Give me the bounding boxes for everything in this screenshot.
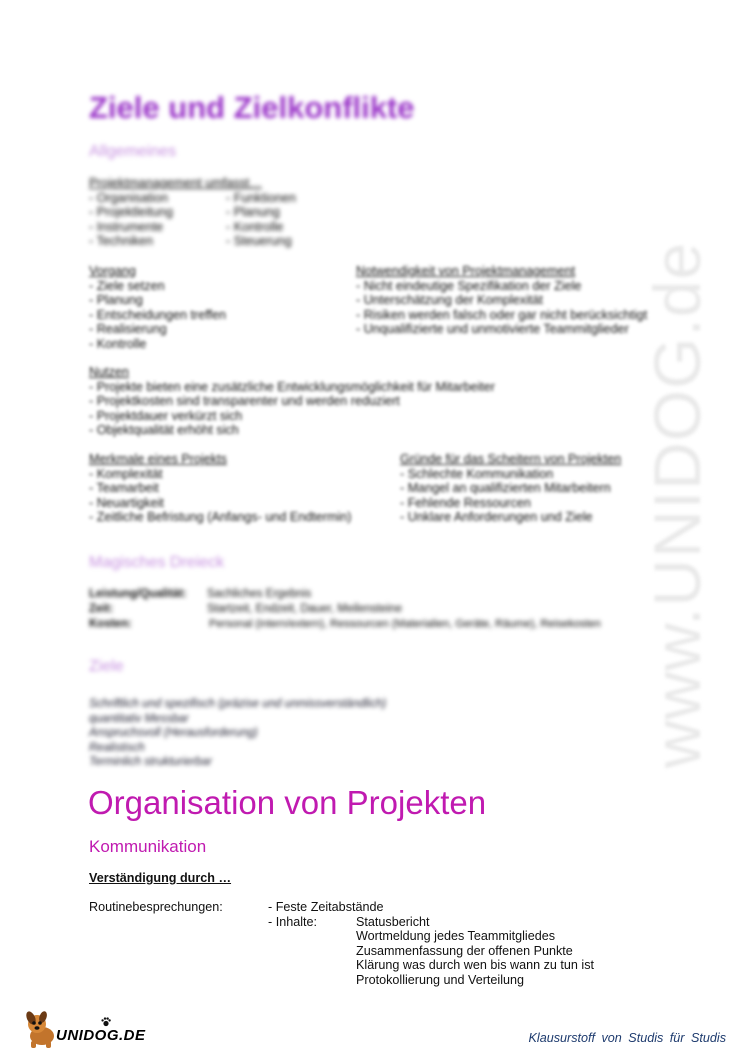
routine-item: - Inhalte: <box>268 914 318 929</box>
ziele-item: quantitativ Messbar <box>89 712 189 725</box>
list-item: - Projektkosten sind transparenter und werden reduziert <box>89 394 400 409</box>
list-item: - Kontrolle <box>89 336 147 351</box>
pm-left-item: - Projektleitung <box>89 205 173 220</box>
list-item: - Fehlende Ressourcen <box>400 495 531 510</box>
pm-right-item: - Steuerung <box>226 234 292 249</box>
pm-left-item: - Techniken <box>89 234 154 249</box>
nutzen-heading: Nutzen <box>89 365 129 379</box>
pm-left-item: - Organisation <box>89 190 169 205</box>
list-item: - Projektdauer verkürzt sich <box>89 408 243 423</box>
pm-right-item: - Kontrolle <box>226 219 284 234</box>
magisches-value: Startzeit, Endzeit, Dauer, Meilensteine <box>207 603 402 615</box>
ziele-item: Terminlich strukturierbar <box>89 756 212 769</box>
list-item: - Realisierung <box>89 322 167 337</box>
subheading-kommunikation: Kommunikation <box>89 837 207 856</box>
magisches-value: Sachliches Ergebnis <box>207 588 312 600</box>
list-item: - Unqualifizierte und unmotivierte Teammitglieder <box>356 322 629 337</box>
pm-left-item: - Instrumente <box>89 219 164 234</box>
list-item: - Projekte bieten eine zusätzliche Entwicklungsmöglichkeit für Mitarbeiter <box>89 379 495 394</box>
ziele-list <box>89 697 386 770</box>
routine-label: Routinebesprechungen: <box>89 900 223 914</box>
inhalte-item: Klärung was durch wen bis wann zu tun ist <box>356 958 595 973</box>
inhalte-item: Wortmeldung jedes Teammitgliedes <box>356 929 556 944</box>
inhalte-item: Protokollierung und Verteilung <box>356 972 525 987</box>
gruende-block <box>400 452 621 525</box>
list-item: - Teamarbeit <box>89 481 159 496</box>
nutzen-block <box>89 365 495 438</box>
list-item: - Unklare Anforderungen und Ziele <box>400 510 593 525</box>
routine-item: - Feste Zeitabstände <box>268 900 384 914</box>
list-item: - Planung <box>89 293 143 308</box>
subheading-allgemeines: Allgemeines <box>89 143 177 160</box>
list-item: - Nicht eindeutige Spezifikation der Ziele <box>356 278 582 293</box>
list-item: - Unterschätzung der Komplexität <box>356 293 543 308</box>
pm-block <box>89 176 349 251</box>
list-item: - Risiken werden falsch oder gar nicht berücksichtigt <box>356 307 648 322</box>
watermark: www.UNIDOG.de <box>640 241 714 769</box>
notwendigkeit-block <box>356 264 647 337</box>
subheading-ziele: Ziele <box>89 658 124 675</box>
vorgang-block <box>89 264 226 352</box>
pm-right-item: - Planung <box>226 205 280 220</box>
list-item: - Ziele setzen <box>89 278 165 293</box>
notwendigkeit-heading: Notwendigkeit von Projektmanagement <box>356 264 576 278</box>
unidog-logo[interactable] <box>22 1010 152 1050</box>
inhalte-item: Statusbericht <box>356 914 430 929</box>
gruende-heading: Gründe für das Scheitern von Projekten <box>400 452 622 466</box>
ziele-item: Schriftlich und spezifisch (präzise und unmissverständlich) <box>89 698 387 710</box>
vorgang-heading: Vorgang <box>89 264 136 278</box>
list-item: - Zeitliche Befristung (Anfangs- und Endtermin) <box>89 510 352 525</box>
paw-icon <box>101 1017 111 1027</box>
inhalte-item: Zusammenfassung der offenen Punkte <box>356 943 573 958</box>
merkmale-heading: Merkmale eines Projekts <box>89 452 227 466</box>
list-item: - Neuartigkeit <box>89 495 164 510</box>
list-item: - Mangel an qualifizierten Mitarbeitern <box>400 481 611 496</box>
list-item: - Objektqualität erhöht sich <box>89 423 239 438</box>
list-item: - Komplexität <box>89 466 163 481</box>
verstaendigung-heading: Verständigung durch … <box>89 871 232 885</box>
list-item: - Schlechte Kommunikation <box>400 466 554 481</box>
ziele-item: Anspruchsvoll (Herausforderung) <box>89 727 258 740</box>
logo-text: UNIDOG.DE <box>56 1027 146 1044</box>
magisches-value: Personal (intern/extern), Ressourcen (Materialien, Geräte, Räume), Reisekosten <box>209 618 601 630</box>
inhalte-list <box>356 915 594 988</box>
section-title-organisation: Organisation von Projekten <box>88 784 487 821</box>
footer-tagline: Klausurstoff von Studis für Studis <box>528 1031 726 1045</box>
magisches-label: Kosten: <box>89 618 132 630</box>
pm-right-item: - Funktionen <box>226 190 297 205</box>
ziele-item: Realistisch <box>89 741 145 754</box>
merkmale-block <box>89 452 352 525</box>
section-title-ziele: Ziele und Zielkonflikte <box>89 90 415 125</box>
subheading-magisches-dreieck: Magisches Dreieck <box>89 554 225 571</box>
list-item: - Entscheidungen treffen <box>89 307 226 322</box>
magisches-label: Zeit: <box>89 603 114 615</box>
magisches-label: Leistung/Qualität: <box>89 588 187 600</box>
pm-heading: Projektmanagement umfasst… <box>89 176 262 190</box>
